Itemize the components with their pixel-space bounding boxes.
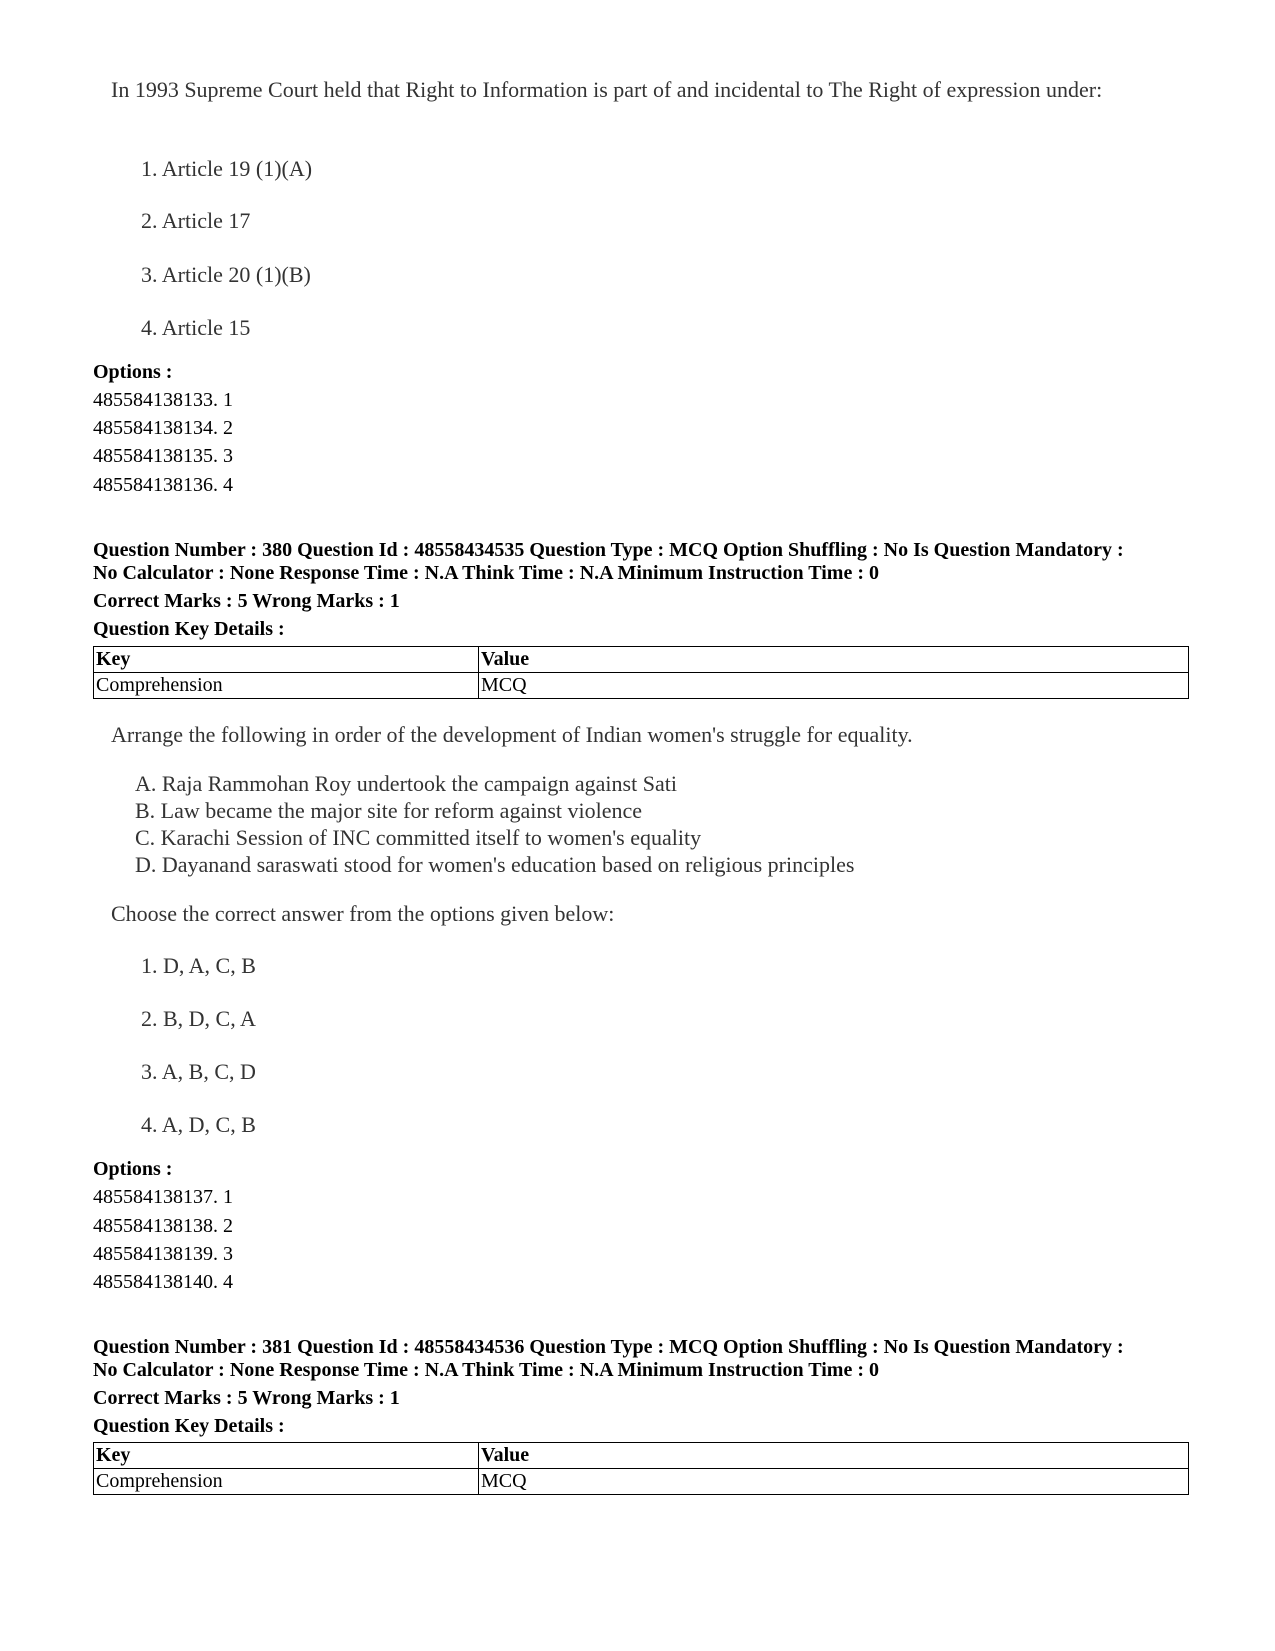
table-row	[94, 1469, 1189, 1495]
question-meta-line: No Calculator : None Response Time : N.A Think Time : N.A Minimum Instruction Time : 0	[93, 1359, 879, 1381]
question-stem: Arrange the following in order of the development of Indian women's struggle for equality.	[111, 722, 913, 747]
key-details-heading: Question Key Details :	[93, 618, 285, 640]
table-header-value: Value	[479, 647, 1189, 673]
option-line: 485584138137. 1	[93, 1186, 233, 1208]
choice-3: 3. A, B, C, D	[141, 1059, 256, 1084]
key-details-table	[93, 646, 1189, 699]
option-line: 485584138135. 3	[93, 445, 233, 467]
choice-4: 4. A, D, C, B	[141, 1112, 256, 1137]
statement-b: B. Law became the major site for reform against violence	[135, 798, 643, 823]
table-row	[94, 673, 1189, 699]
table-cell-key: Comprehension	[94, 673, 479, 699]
key-details-heading: Question Key Details :	[93, 1415, 285, 1437]
question-marks: Correct Marks : 5 Wrong Marks : 1	[93, 1387, 400, 1409]
table-cell-value: MCQ	[479, 673, 1189, 699]
table-header-key: Key	[94, 1443, 479, 1469]
option-line: 485584138139. 3	[93, 1243, 233, 1265]
key-details-table	[93, 1442, 1189, 1495]
statement-d: D. Dayanand saraswati stood for women's education based on religious principles	[135, 852, 855, 877]
choice-3: 3. Article 20 (1)(B)	[141, 262, 311, 287]
question-instruction: Choose the correct answer from the options given below:	[111, 901, 615, 926]
question-stem: In 1993 Supreme Court held that Right to Information is part of and incidental to The Right of expression under:	[111, 77, 1103, 102]
choice-4: 4. Article 15	[141, 315, 251, 340]
table-header-row	[94, 647, 1189, 673]
option-line: 485584138133. 1	[93, 389, 233, 411]
option-line: 485584138136. 4	[93, 474, 233, 496]
question-meta-line: Question Number : 380 Question Id : 48558434535 Question Type : MCQ Option Shuffling : No Is Question Mandatory :	[93, 539, 1124, 561]
options-heading: Options :	[93, 1158, 173, 1180]
table-cell-value: MCQ	[479, 1469, 1189, 1495]
table-header-row	[94, 1443, 1189, 1469]
table-header-key: Key	[94, 647, 479, 673]
question-meta-line: Question Number : 381 Question Id : 48558434536 Question Type : MCQ Option Shuffling : No Is Question Mandatory :	[93, 1336, 1124, 1358]
choice-2: 2. B, D, C, A	[141, 1006, 256, 1031]
question-marks: Correct Marks : 5 Wrong Marks : 1	[93, 590, 400, 612]
choice-1: 1. Article 19 (1)(A)	[141, 156, 313, 181]
option-line: 485584138138. 2	[93, 1215, 233, 1237]
statement-a: A. Raja Rammohan Roy undertook the campaign against Sati	[135, 771, 677, 796]
option-line: 485584138140. 4	[93, 1271, 233, 1293]
choice-2: 2. Article 17	[141, 208, 251, 233]
choice-1: 1. D, A, C, B	[141, 953, 256, 978]
question-meta-line: No Calculator : None Response Time : N.A Think Time : N.A Minimum Instruction Time : 0	[93, 562, 879, 584]
table-header-value: Value	[479, 1443, 1189, 1469]
option-line: 485584138134. 2	[93, 417, 233, 439]
table-cell-key: Comprehension	[94, 1469, 479, 1495]
options-heading: Options :	[93, 361, 173, 383]
statement-c: C. Karachi Session of INC committed itself to women's equality	[135, 825, 702, 850]
